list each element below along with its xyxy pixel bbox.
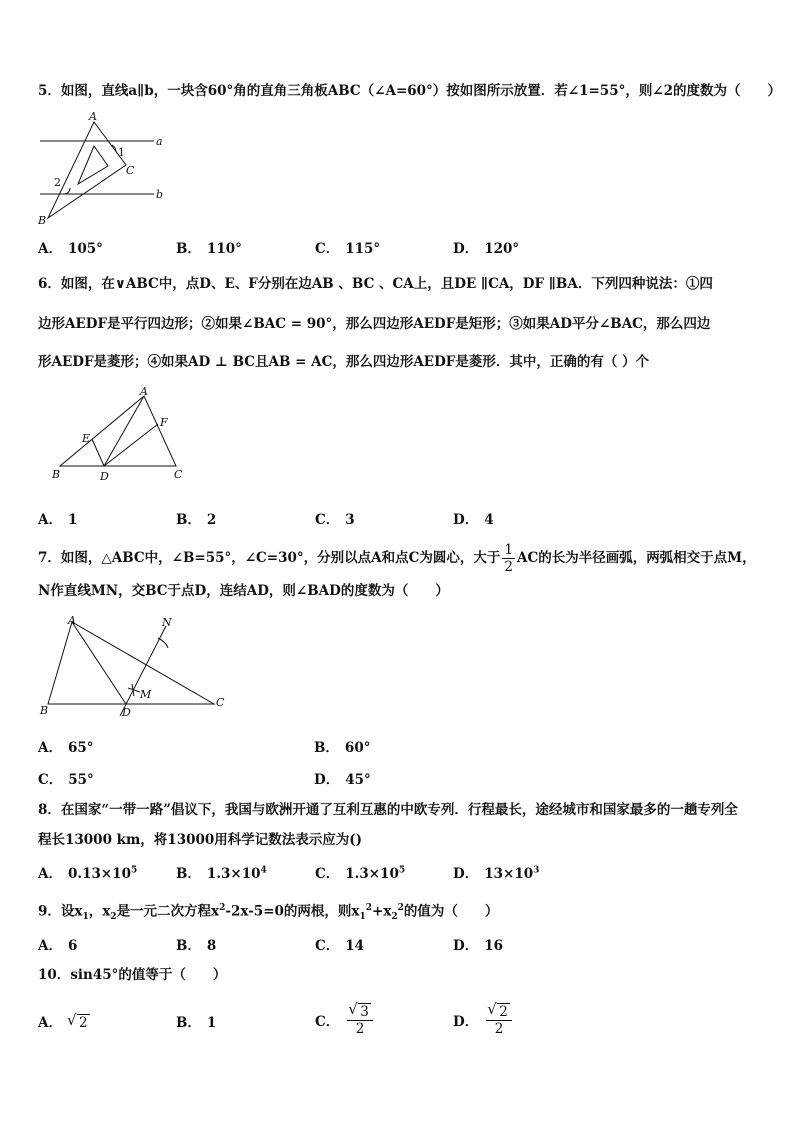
option-b[interactable]: B． 1 — [176, 1015, 217, 1031]
option-a[interactable]: A． 65° — [38, 740, 94, 756]
sqrt-2: √ 2 — [77, 1014, 90, 1031]
label-C: C — [126, 164, 135, 177]
options-q9 — [38, 934, 758, 954]
label-A: A — [68, 614, 76, 627]
figure-q6-triangle-parallelogram — [48, 386, 198, 486]
option-c[interactable]: C． √ $\frac{3}{2}$ — [315, 1003, 375, 1037]
option-a[interactable]: A． $0.13\times 10^5$ — [38, 865, 138, 882]
question-text: 如图，直线a∥b，一块含60°角的直角三角板ABC（∠A=60°）按如图所示放置．若∠1=55°，则∠2的度数为（ ） — [60, 83, 782, 99]
fraction-sqrt3-over-2: √ $\frac{3}{2}$ — [347, 1003, 373, 1037]
option-b[interactable]: B． 110° — [176, 241, 242, 257]
label-C: C — [216, 696, 225, 709]
question-number: 8． — [38, 802, 61, 818]
label-D: D — [122, 706, 131, 719]
options-q5 — [38, 237, 758, 257]
label-E: E — [82, 432, 91, 445]
option-d[interactable]: D． 45° — [314, 772, 371, 788]
question-7-line-2: N作直线MN，交BC于点D，连结AD，则∠BAD的度数为（ ） — [38, 583, 449, 599]
option-c[interactable]: C． 14 — [315, 938, 365, 954]
question-8-line-2: 程长13000 km，将13000用科学记数法表示应为() — [38, 832, 363, 848]
question-6-line-1: 6．如图，在∨ABC中，点D、E、F分别在边AB 、BC 、CA上，且DE ∥CA，DF ∥BA．下列四种说法：①四 — [38, 276, 713, 292]
option-d[interactable]: D． $13\times 10^3$ — [453, 865, 540, 882]
label-F: F — [160, 416, 168, 429]
label-A: A — [140, 386, 148, 398]
question-number: 9． — [38, 903, 61, 920]
question-number: 6． — [38, 276, 61, 292]
option-a[interactable]: A．√ 2 — [38, 1011, 90, 1031]
figure-q5-parallel-lines-triangle — [34, 108, 174, 228]
option-b[interactable]: B． 2 — [176, 512, 217, 528]
option-c[interactable]: C． 115° — [315, 241, 381, 257]
option-c[interactable]: C． 55° — [38, 772, 94, 788]
option-a[interactable]: A． 105° — [38, 241, 103, 257]
label-M: M — [140, 688, 152, 701]
label-N: N — [162, 616, 172, 629]
options-q7-row-1 — [38, 736, 758, 756]
fraction-sqrt2-over-2: √ $\frac{2}{2}$ — [486, 1003, 512, 1037]
label-angle-1: 1 — [118, 146, 125, 159]
label-C: C — [174, 468, 183, 481]
option-d[interactable]: D． 16 — [453, 938, 504, 954]
option-d[interactable]: D． 4 — [453, 512, 494, 528]
options-q6 — [38, 508, 758, 528]
label-B: B — [52, 468, 61, 481]
label-D: D — [100, 470, 109, 483]
option-b[interactable]: B． 60° — [314, 740, 371, 756]
option-b[interactable]: B． $1.3\times 10^4$ — [176, 865, 267, 882]
question-number: 10． — [38, 967, 71, 983]
label-b: b — [156, 188, 164, 201]
question-number: 5． — [38, 83, 61, 99]
option-d[interactable]: D． √ $\frac{2}{2}$ — [453, 1003, 514, 1037]
options-q8 — [38, 862, 758, 882]
question-10: 10．sin45°的值等于（ ） — [38, 967, 227, 983]
options-q7-row-2 — [38, 768, 758, 788]
option-a[interactable]: A． 6 — [38, 938, 78, 954]
fraction-one-half: $\frac{1}{2}$ — [504, 542, 513, 575]
question-number: 7． — [38, 550, 61, 566]
label-a: a — [156, 135, 163, 148]
question-7-line-1: 7．如图，△ABC中，∠B=55°，∠C=30°，分别以点A和点C为圆心，大于 $\frac{1}{2}$ AC的长为半径画弧，两弧相交于点M， — [38, 542, 756, 575]
question-8-line-1: 8．在国家“一带一路”倡议下，我国与欧洲开通了互利互惠的中欧专列．行程最长，途经城市和国家最多的一趟专列全 — [38, 802, 738, 818]
option-c[interactable]: C． $1.3\times 10^5$ — [315, 865, 406, 882]
question-6-line-2: 边形AEDF是平行四边形；②如果∠BAC = 90°，那么四边形AEDF是矩形；③如果AD平分∠BAC，那么四边 — [38, 316, 711, 332]
option-a[interactable]: A． 1 — [38, 512, 78, 528]
question-9: 9．设$x_1$，$x_2$是一元二次方程$x^2-2x-5=0$的两根，则$x_1^2+x_2^2$的值为（ ） — [38, 903, 499, 923]
figure-q7-perpendicular-bisector — [36, 612, 236, 722]
label-B: B — [40, 704, 49, 717]
label-angle-2: 2 — [54, 176, 61, 189]
label-B: B — [38, 214, 47, 227]
options-q10 — [38, 1003, 758, 1043]
question-6-line-3: 形AEDF是菱形；④如果AD ⊥ BC且AB = AC，那么四边形AEDF是菱形．其中，正确的有（ ）个 — [38, 354, 650, 370]
label-A: A — [89, 110, 97, 123]
option-b[interactable]: B． 8 — [176, 938, 217, 954]
option-c[interactable]: C． 3 — [315, 512, 355, 528]
question-5 — [38, 81, 782, 101]
option-d[interactable]: D． 120° — [453, 241, 520, 257]
